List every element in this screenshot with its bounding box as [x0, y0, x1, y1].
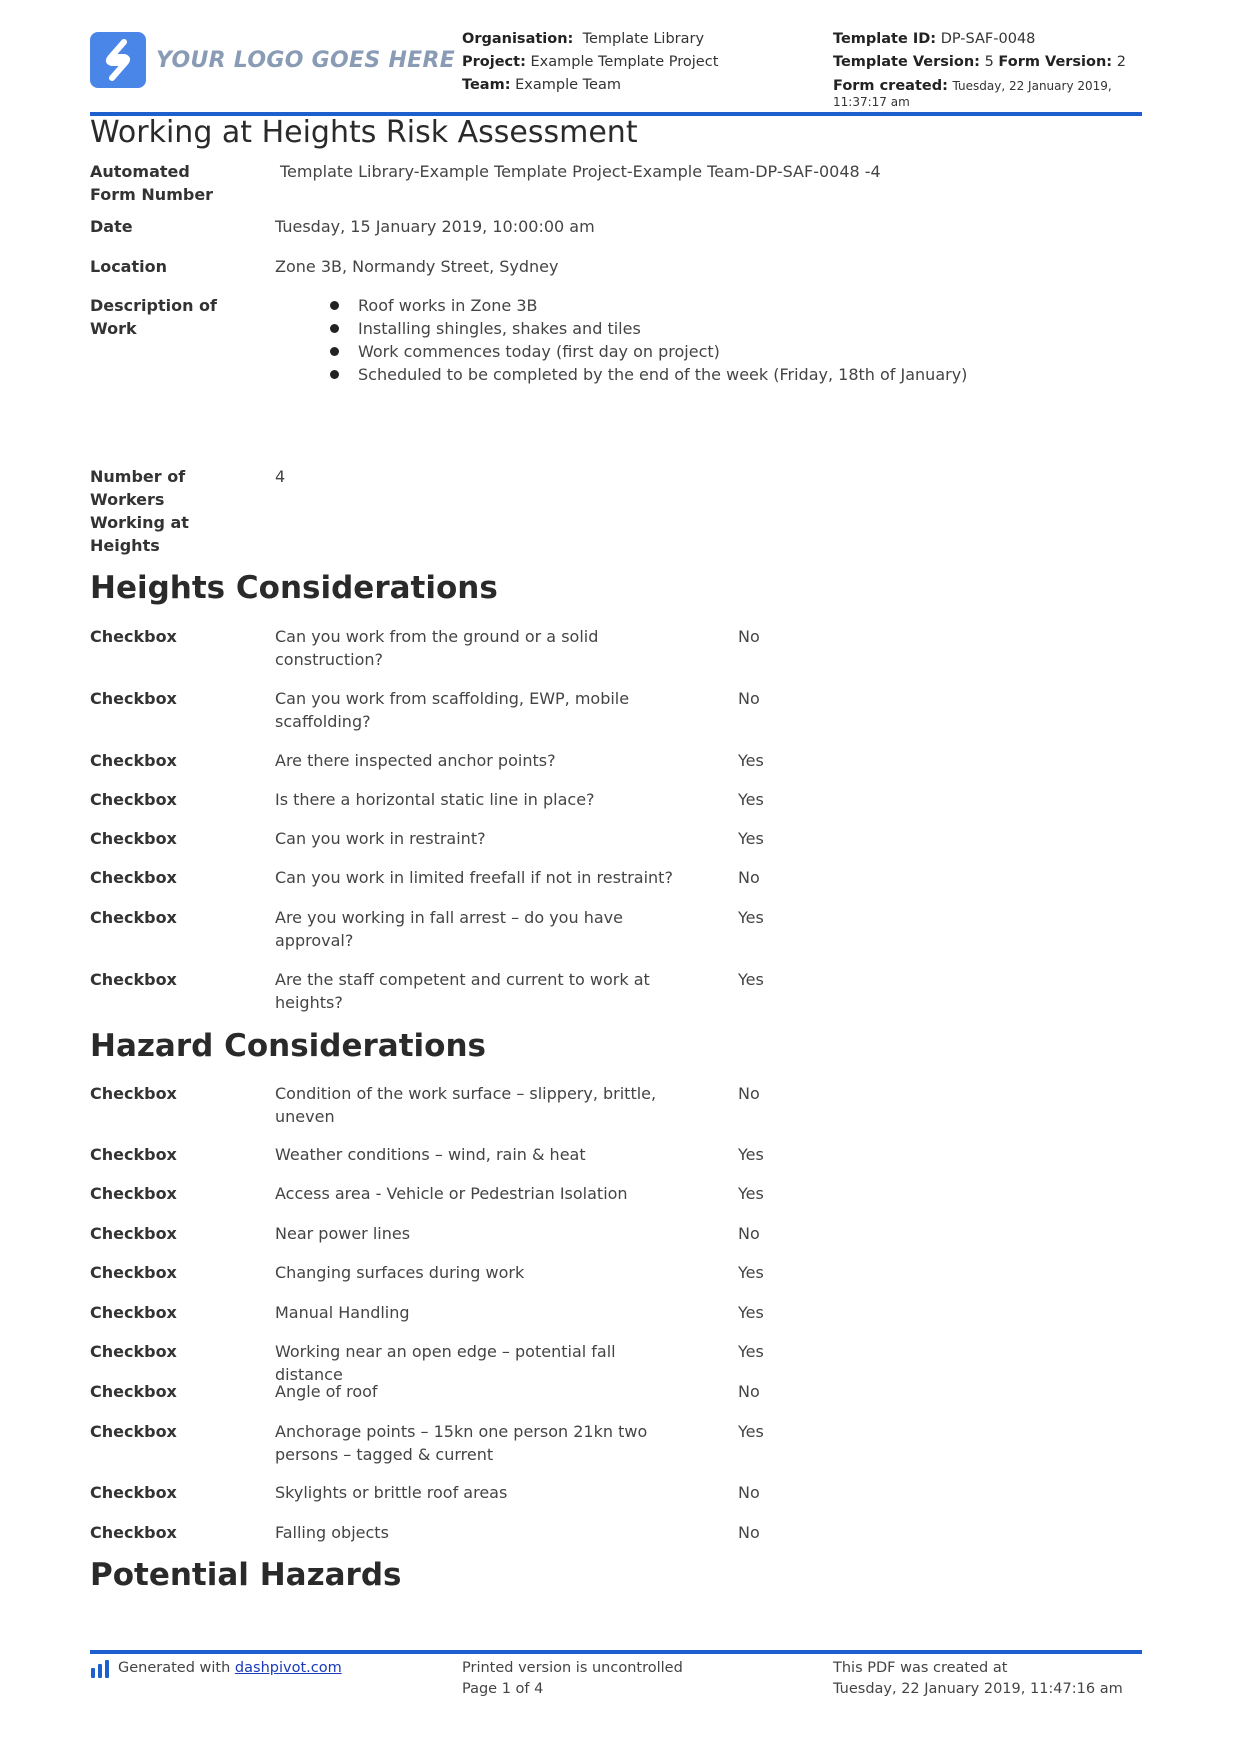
row-label: Checkbox: [90, 1303, 177, 1322]
header-meta-left: [462, 28, 718, 97]
list-item: Work commences today (first day on project): [275, 340, 967, 363]
row-answer: Yes: [738, 1342, 764, 1361]
row-question: Angle of roof: [275, 1382, 378, 1401]
row-question: Are the staff competent and current to work at heights?: [275, 970, 650, 1012]
row-label: Checkbox: [90, 1084, 177, 1103]
row-label: Checkbox: [90, 1422, 177, 1441]
row-answer: Yes: [738, 1263, 764, 1282]
date-label: Date: [90, 217, 133, 236]
form-version-label: Form Version:: [998, 54, 1113, 70]
workers-value: 4: [275, 467, 286, 486]
description-list: [275, 294, 967, 386]
row-question: Can you work from scaffolding, EWP, mobile scaffolding?: [275, 689, 630, 731]
row-question: Are there inspected anchor points?: [275, 751, 556, 770]
row-label: Checkbox: [90, 868, 177, 887]
row-label: Checkbox: [90, 1224, 177, 1243]
row-label: Checkbox: [90, 1184, 177, 1203]
row-label: Checkbox: [90, 970, 177, 989]
bar-chart-icon: [90, 1660, 112, 1678]
organisation-value: Template Library: [582, 31, 705, 47]
workers-label: Number of Workers Working at Heights: [90, 467, 189, 555]
form-created-label: Form created:: [833, 78, 948, 94]
row-question: Near power lines: [275, 1224, 411, 1243]
team-label: Team:: [462, 77, 511, 93]
row-question: Falling objects: [275, 1523, 389, 1542]
row-answer: Yes: [738, 1184, 764, 1203]
row-question: Is there a horizontal static line in place?: [275, 790, 595, 809]
template-version-label: Template Version:: [833, 54, 980, 70]
row-answer: No: [738, 1523, 760, 1542]
row-answer: Yes: [738, 1145, 764, 1164]
project-label: Project:: [462, 54, 526, 70]
location-value: Zone 3B, Normandy Street, Sydney: [275, 257, 559, 276]
row-answer: No: [738, 1382, 760, 1401]
list-item: Roof works in Zone 3B: [275, 294, 967, 317]
team-value: Example Team: [515, 77, 621, 93]
row-answer: Yes: [738, 1422, 764, 1441]
bullet-icon: [330, 301, 339, 310]
form-version-value: 2: [1116, 54, 1126, 70]
form-number-label: Automated Form Number: [90, 162, 214, 204]
row-question: Condition of the work surface – slippery, brittle, uneven: [275, 1084, 657, 1126]
row-question: Can you work in limited freefall if not in restraint?: [275, 868, 673, 887]
row-answer: No: [738, 689, 760, 708]
logo-text: YOUR LOGO GOES HERE: [156, 47, 456, 73]
generated-text: Generated with: [118, 1660, 231, 1676]
row-label: Checkbox: [90, 1382, 177, 1401]
row-answer: No: [738, 627, 760, 646]
page-number: Page 1 of 4: [462, 1681, 544, 1697]
heights-heading: Heights Considerations: [90, 570, 498, 606]
project-value: Example Template Project: [530, 54, 719, 70]
row-answer: Yes: [738, 908, 764, 927]
row-answer: No: [738, 868, 760, 887]
form-created-value: Tuesday, 22 January 2019, 11:37:17 am: [833, 79, 1112, 109]
list-item: Installing shingles, shakes and tiles: [275, 317, 967, 340]
row-label: Checkbox: [90, 627, 177, 646]
row-label: Checkbox: [90, 1342, 177, 1361]
generated-with: [90, 1658, 342, 1679]
bullet-icon: [330, 370, 339, 379]
template-version-value: 5: [984, 54, 994, 70]
uncontrolled-note: Printed version is uncontrolled: [462, 1660, 683, 1676]
bullet-icon: [330, 324, 339, 333]
row-answer: Yes: [738, 790, 764, 809]
row-label: Checkbox: [90, 790, 177, 809]
row-answer: No: [738, 1483, 760, 1502]
form-number-value: Template Library-Example Template Project-Example Team-DP-SAF-0048 -4: [280, 162, 881, 181]
footer-right: [833, 1658, 1123, 1700]
row-answer: No: [738, 1084, 760, 1103]
row-answer: Yes: [738, 751, 764, 770]
footer-divider: [90, 1650, 1142, 1654]
row-question: Skylights or brittle roof areas: [275, 1483, 508, 1502]
row-label: Checkbox: [90, 1523, 177, 1542]
row-label: Checkbox: [90, 1145, 177, 1164]
row-label: Checkbox: [90, 1483, 177, 1502]
dashpivot-link[interactable]: dashpivot.com: [234, 1660, 342, 1676]
template-id-label: Template ID:: [833, 31, 937, 47]
row-question: Weather conditions – wind, rain & heat: [275, 1145, 586, 1164]
row-question: Can you work in restraint?: [275, 829, 486, 848]
row-question: Anchorage points – 15kn one person 21kn two persons – tagged & current: [275, 1422, 648, 1464]
pdf-created-label: This PDF was created at: [833, 1660, 1008, 1676]
row-answer: Yes: [738, 829, 764, 848]
row-label: Checkbox: [90, 829, 177, 848]
logo: [90, 32, 455, 88]
row-label: Checkbox: [90, 689, 177, 708]
header-meta-right: [833, 28, 1143, 110]
document-header: [90, 28, 1142, 112]
list-item: Scheduled to be completed by the end of the week (Friday, 18th of January): [275, 363, 967, 386]
row-question: Access area - Vehicle or Pedestrian Isolation: [275, 1184, 628, 1203]
organisation-label: Organisation:: [462, 31, 574, 47]
row-answer: Yes: [738, 1303, 764, 1322]
potential-hazards-heading: Potential Hazards: [90, 1557, 402, 1593]
row-question: Working near an open edge – potential fall distance: [275, 1342, 616, 1384]
bullet-icon: [330, 347, 339, 356]
date-value: Tuesday, 15 January 2019, 10:00:00 am: [275, 217, 595, 236]
row-question: Are you working in fall arrest – do you have approval?: [275, 908, 623, 950]
row-label: Checkbox: [90, 1263, 177, 1282]
row-question: Manual Handling: [275, 1303, 410, 1322]
row-answer: No: [738, 1224, 760, 1243]
hazards-heading: Hazard Considerations: [90, 1028, 486, 1064]
description-label: Description of Work: [90, 296, 218, 338]
row-question: Changing surfaces during work: [275, 1263, 525, 1282]
row-label: Checkbox: [90, 908, 177, 927]
template-id-value: DP-SAF-0048: [940, 31, 1036, 47]
page-title: Working at Heights Risk Assessment: [90, 115, 638, 150]
pdf-created-value: Tuesday, 22 January 2019, 11:47:16 am: [833, 1681, 1123, 1697]
logo-icon: [90, 32, 146, 88]
location-label: Location: [90, 257, 167, 276]
footer-center: [462, 1658, 683, 1700]
row-label: Checkbox: [90, 751, 177, 770]
row-answer: Yes: [738, 970, 764, 989]
row-question: Can you work from the ground or a solid construction?: [275, 627, 599, 669]
